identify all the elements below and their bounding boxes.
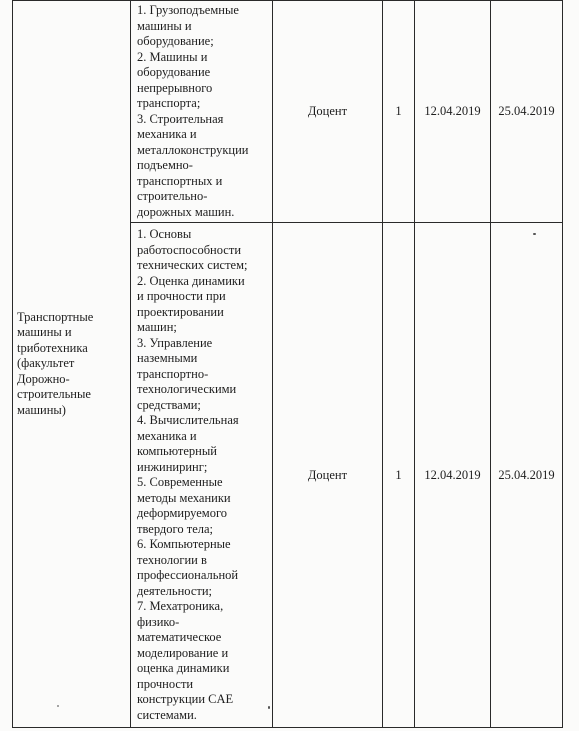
department-name: Транспортные машины и tриботехника (факультет Дорожно- строительные машины) (17, 309, 94, 417)
table-row (13, 1, 563, 223)
department-cell (13, 1, 131, 728)
count-cell: 1 (383, 1, 415, 223)
count-cell: 1 (383, 223, 415, 728)
disciplines-cell (131, 1, 273, 223)
scan-speck (57, 705, 59, 707)
disciplines-list: 1. Грузоподъемные машины и оборудование; 2. Машины и оборудование непрерывного транспорта; 3. Строительная механика и металлоконструкции подъемно- транспортных и строительно- дорожных машин. (137, 3, 249, 219)
position-cell: Доцент (273, 223, 383, 728)
date-start-cell: 12.04.2019 (415, 223, 491, 728)
date-start-cell: 12.04.2019 (415, 1, 491, 223)
scan-speck (533, 233, 536, 235)
disciplines-list: 1. Основы работоспособности технических систем; 2. Оценка динамики и прочности при проектировании машин; 3. Управление наземными транспортно- технологическими средствами; 4. Вычислительная механика и компьютерный инжиниринг; 5. Современные методы механики деформируемого твердого тела; 6. Компьютерные технологии в профессиональной деятельности; 7. Мехатроника, физико- математическое моделирование и оценка динамики прочности конструкции CAE системами. (137, 227, 248, 722)
date-end-cell: 25.04.2019 (491, 223, 563, 728)
scan-speck (268, 706, 270, 709)
date-end-cell: 25.04.2019 (491, 1, 563, 223)
vacancy-table (12, 0, 563, 728)
position-cell: Доцент (273, 1, 383, 223)
disciplines-cell (131, 223, 273, 728)
